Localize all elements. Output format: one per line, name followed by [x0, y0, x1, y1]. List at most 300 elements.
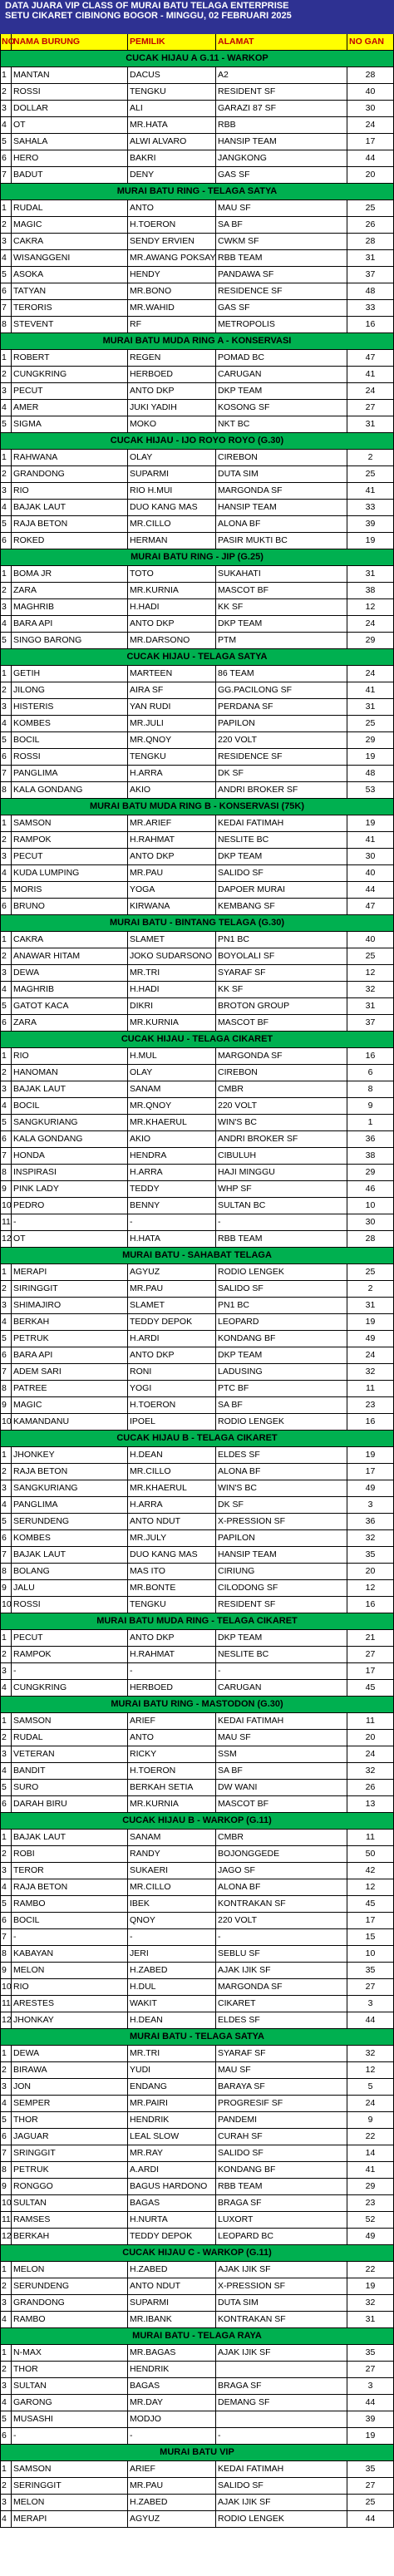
owner-cell: SUPARMI: [128, 466, 216, 483]
table-row: [0, 1746, 394, 1763]
hanger-no-cell: 44: [347, 882, 394, 899]
bird-name-cell: RAMPOK: [12, 832, 128, 849]
bird-name-cell: BOCIL: [12, 1098, 128, 1115]
owner-cell: MAS ITO: [128, 1564, 216, 1580]
hanger-no-cell: 17: [347, 1464, 394, 1480]
owner-cell: ANTO: [128, 1730, 216, 1746]
bird-name-cell: MERAPI: [12, 2511, 128, 2528]
hanger-no-cell: 28: [347, 67, 394, 84]
table-row: [0, 1863, 394, 1879]
hanger-no-cell: 30: [347, 849, 394, 865]
table-row: [0, 2511, 394, 2528]
bird-name-cell: SERINGGIT: [12, 2478, 128, 2495]
rank-cell: 3: [0, 1863, 12, 1879]
bird-name-cell: TATYAN: [12, 283, 128, 300]
table-row: [0, 899, 394, 915]
address-cell: SYARAF SF: [216, 2046, 347, 2062]
hanger-no-cell: 35: [347, 2345, 394, 2362]
owner-cell: H.RAHMAT: [128, 832, 216, 849]
address-cell: SULTAN BC: [216, 1198, 347, 1214]
owner-cell: ARIEF: [128, 2461, 216, 2478]
hanger-no-cell: 12: [347, 2062, 394, 2079]
hanger-no-cell: 19: [347, 1314, 394, 1331]
table-row: [0, 217, 394, 234]
document-header: [0, 0, 394, 34]
rank-cell: 12: [0, 2229, 12, 2245]
bird-name-cell: KALA GONDANG: [12, 1131, 128, 1148]
hanger-no-cell: 52: [347, 2212, 394, 2229]
address-cell: DW WANI: [216, 1780, 347, 1796]
hanger-no-cell: 22: [347, 2129, 394, 2145]
address-cell: PTM: [216, 633, 347, 649]
address-cell: CARUGAN: [216, 367, 347, 383]
owner-cell: MARTEEN: [128, 666, 216, 682]
address-cell: MARGONDA SF: [216, 1048, 347, 1065]
address-cell: MASCOT BF: [216, 1015, 347, 1032]
rank-cell: 8: [0, 782, 12, 799]
address-cell: MAU SF: [216, 200, 347, 217]
bird-name-cell: SAHALA: [12, 134, 128, 150]
bird-name-cell: CAKRA: [12, 932, 128, 948]
hanger-no-cell: 25: [347, 716, 394, 732]
owner-cell: TENGKU: [128, 84, 216, 101]
rank-cell: 3: [0, 1298, 12, 1314]
address-cell: AJAK IJIK SF: [216, 2262, 347, 2278]
rank-cell: 2: [0, 948, 12, 965]
hanger-no-cell: 17: [347, 134, 394, 150]
hanger-no-cell: 16: [347, 1597, 394, 1613]
hanger-no-cell: 32: [347, 1364, 394, 1381]
bird-name-cell: RAJA BETON: [12, 1879, 128, 1896]
bird-name-cell: SANGKURIANG: [12, 1115, 128, 1131]
address-cell: ALONA BF: [216, 1464, 347, 1480]
owner-cell: H.DEAN: [128, 2012, 216, 2029]
rank-cell: 5: [0, 1780, 12, 1796]
address-cell: DUTA SIM: [216, 2295, 347, 2312]
bird-name-cell: MERAPI: [12, 1264, 128, 1281]
hanger-no-cell: 30: [347, 101, 394, 117]
address-cell: MASCOT BF: [216, 583, 347, 599]
rank-cell: 6: [0, 1015, 12, 1032]
rank-cell: 10: [0, 1198, 12, 1214]
table-row: [0, 250, 394, 267]
address-cell: X-PRESSION SF: [216, 1514, 347, 1530]
rank-cell: 4: [0, 865, 12, 882]
rank-cell: 4: [0, 2511, 12, 2528]
owner-cell: MR.QNOY: [128, 732, 216, 749]
rank-cell: 3: [0, 849, 12, 865]
table-row: [0, 1480, 394, 1497]
bird-name-cell: ADEM SARI: [12, 1364, 128, 1381]
bird-name-cell: BRUNO: [12, 899, 128, 915]
hanger-no-cell: 24: [347, 1347, 394, 1364]
hanger-no-cell: 41: [347, 367, 394, 383]
hanger-no-cell: 12: [347, 599, 394, 616]
table-row: [0, 67, 394, 84]
address-cell: BOYOLALI SF: [216, 948, 347, 965]
address-cell: CIBULUH: [216, 1148, 347, 1165]
owner-cell: H.NURTA: [128, 2212, 216, 2229]
rank-cell: 8: [0, 1946, 12, 1963]
rank-cell: 9: [0, 1580, 12, 1597]
rank-cell: 8: [0, 1564, 12, 1580]
address-cell: DKP TEAM: [216, 849, 347, 865]
bird-name-cell: ROKED: [12, 533, 128, 549]
owner-cell: QNOY: [128, 1913, 216, 1929]
address-cell: RESIDENT SF: [216, 84, 347, 101]
hanger-no-cell: 36: [347, 1514, 394, 1530]
hanger-no-cell: 50: [347, 1846, 394, 1863]
address-cell: WIN'S BC: [216, 1115, 347, 1131]
table-row: [0, 682, 394, 699]
owner-cell: IBEK: [128, 1896, 216, 1913]
hanger-no-cell: 28: [347, 234, 394, 250]
address-cell: [216, 2362, 347, 2378]
bird-name-cell: PETRUK: [12, 1331, 128, 1347]
bird-name-cell: SIRINGGIT: [12, 1281, 128, 1298]
table-row: [0, 300, 394, 317]
owner-cell: LEAL SLOW: [128, 2129, 216, 2145]
hanger-no-cell: 25: [347, 466, 394, 483]
owner-cell: TOTO: [128, 566, 216, 583]
bird-name-cell: RAMBO: [12, 1896, 128, 1913]
table-row: [0, 234, 394, 250]
rank-cell: 1: [0, 2262, 12, 2278]
hanger-no-cell: 47: [347, 350, 394, 367]
owner-cell: DENY: [128, 167, 216, 184]
class-section-header: CUCAK HIJAU B - WARKOP (G.11): [0, 1813, 394, 1830]
rank-cell: 3: [0, 1746, 12, 1763]
rank-cell: 3: [0, 965, 12, 982]
owner-cell: H.HADI: [128, 599, 216, 616]
address-cell: PANDEMI: [216, 2112, 347, 2129]
address-cell: 86 TEAM: [216, 666, 347, 682]
table-row: [0, 101, 394, 117]
owner-cell: MOKO: [128, 416, 216, 433]
bird-name-cell: RAMPOK: [12, 1647, 128, 1663]
rank-cell: 4: [0, 716, 12, 732]
owner-cell: AGYUZ: [128, 1264, 216, 1281]
hanger-no-cell: 3: [347, 1497, 394, 1514]
rank-cell: 1: [0, 1264, 12, 1281]
hanger-no-cell: 44: [347, 150, 394, 167]
owner-cell: TENGKU: [128, 1597, 216, 1613]
owner-cell: MR.HATA: [128, 117, 216, 134]
bird-name-cell: RAJA BETON: [12, 1464, 128, 1480]
address-cell: DKP TEAM: [216, 616, 347, 633]
rank-cell: 4: [0, 616, 12, 633]
rank-cell: 12: [0, 2012, 12, 2029]
owner-cell: HENDRA: [128, 1148, 216, 1165]
owner-cell: BAGUS HARDONO: [128, 2179, 216, 2195]
table-row: [0, 2495, 394, 2511]
address-cell: GAS SF: [216, 300, 347, 317]
table-row: [0, 1148, 394, 1165]
owner-cell: RONI: [128, 1364, 216, 1381]
bird-name-cell: JON: [12, 2079, 128, 2096]
address-cell: WHP SF: [216, 1181, 347, 1198]
hanger-no-cell: 19: [347, 533, 394, 549]
rank-cell: 5: [0, 1115, 12, 1131]
table-row: [0, 1397, 394, 1414]
table-row: [0, 1763, 394, 1780]
rank-cell: 1: [0, 1447, 12, 1464]
hanger-no-cell: 49: [347, 1480, 394, 1497]
owner-cell: AIRA SF: [128, 682, 216, 699]
address-cell: PANDAWA SF: [216, 267, 347, 283]
address-cell: RODIO LENGEK: [216, 1264, 347, 1281]
hanger-no-cell: 44: [347, 2511, 394, 2528]
owner-cell: ALWI ALVARO: [128, 134, 216, 150]
owner-cell: -: [128, 1663, 216, 1680]
owner-cell: H.TOERON: [128, 1397, 216, 1414]
table-row: [0, 2229, 394, 2245]
rank-cell: 3: [0, 599, 12, 616]
table-row: [0, 1896, 394, 1913]
hanger-no-cell: 27: [347, 2478, 394, 2495]
rank-cell: 2: [0, 583, 12, 599]
address-cell: MASCOT BF: [216, 1796, 347, 1813]
hanger-no-cell: 12: [347, 1580, 394, 1597]
owner-cell: YAN RUDI: [128, 699, 216, 716]
rank-cell: 3: [0, 383, 12, 400]
rank-cell: 3: [0, 101, 12, 117]
hanger-no-cell: 47: [347, 899, 394, 915]
owner-cell: H.ARRA: [128, 1165, 216, 1181]
table-row: [0, 633, 394, 649]
table-row: [0, 2295, 394, 2312]
owner-cell: H.HADI: [128, 982, 216, 998]
bird-name-cell: OT: [12, 117, 128, 134]
table-row: [0, 483, 394, 500]
table-row: [0, 450, 394, 466]
hanger-no-cell: 27: [347, 1979, 394, 1996]
hanger-no-cell: 39: [347, 516, 394, 533]
hanger-no-cell: 20: [347, 167, 394, 184]
hanger-no-cell: 16: [347, 317, 394, 333]
column-header-row: [0, 34, 394, 51]
rank-cell: 5: [0, 134, 12, 150]
bird-name-cell: RAMSES: [12, 2212, 128, 2229]
results-table-body: [0, 51, 394, 2528]
address-cell: SEBLU SF: [216, 1946, 347, 1963]
table-row: [0, 782, 394, 799]
address-cell: ELDES SF: [216, 1447, 347, 1464]
owner-cell: SENDY ERVIEN: [128, 234, 216, 250]
address-cell: BROTON GROUP: [216, 998, 347, 1015]
hanger-no-cell: 31: [347, 998, 394, 1015]
hanger-no-cell: 5: [347, 2079, 394, 2096]
rank-cell: 1: [0, 932, 12, 948]
bird-name-cell: GATOT KACA: [12, 998, 128, 1015]
hanger-no-cell: 24: [347, 2096, 394, 2112]
owner-cell: H.MUL: [128, 1048, 216, 1065]
hanger-no-cell: 29: [347, 1165, 394, 1181]
hanger-no-cell: 21: [347, 1630, 394, 1647]
rank-cell: 1: [0, 1048, 12, 1065]
owner-cell: SLAMET: [128, 932, 216, 948]
owner-cell: ANTO DKP: [128, 1630, 216, 1647]
hanger-no-cell: 19: [347, 815, 394, 832]
bird-name-cell: BOLANG: [12, 1564, 128, 1580]
address-cell: RESIDENCE SF: [216, 283, 347, 300]
bird-name-cell: BANDIT: [12, 1763, 128, 1780]
address-cell: SA BF: [216, 1397, 347, 1414]
table-row: [0, 167, 394, 184]
rank-cell: 8: [0, 2162, 12, 2179]
owner-cell: TEDDY DEPOK: [128, 1314, 216, 1331]
owner-cell: RANDY: [128, 1846, 216, 1863]
rank-cell: 1: [0, 1630, 12, 1647]
address-cell: KEDAI FATIMAH: [216, 1713, 347, 1730]
owner-cell: SANAM: [128, 1081, 216, 1098]
rank-cell: 6: [0, 899, 12, 915]
table-row: [0, 1830, 394, 1846]
address-cell: KONTRAKAN SF: [216, 1896, 347, 1913]
owner-cell: TEDDY DEPOK: [128, 2229, 216, 2245]
rank-cell: 4: [0, 1680, 12, 1697]
owner-cell: MR.ARIEF: [128, 815, 216, 832]
rank-cell: 6: [0, 1131, 12, 1148]
hanger-no-cell: 41: [347, 2162, 394, 2179]
table-row: [0, 1780, 394, 1796]
rank-cell: 4: [0, 2395, 12, 2411]
owner-cell: -: [128, 1214, 216, 1231]
table-row: [0, 749, 394, 766]
hanger-no-cell: 24: [347, 383, 394, 400]
owner-cell: BERKAH SETIA: [128, 1780, 216, 1796]
address-cell: ALONA BF: [216, 1879, 347, 1896]
table-row: [0, 882, 394, 899]
address-cell: ANDRI BROKER SF: [216, 1131, 347, 1148]
bird-name-cell: RUDAL: [12, 1730, 128, 1746]
address-cell: CMBR: [216, 1830, 347, 1846]
bird-name-cell: HONDA: [12, 1148, 128, 1165]
owner-cell: MR.RAY: [128, 2145, 216, 2162]
rank-cell: 4: [0, 1879, 12, 1896]
class-section-header: CUCAK HIJAU - TELAGA SATYA: [0, 649, 394, 666]
class-section-header: MURAI BATU MUDA RING - TELAGA CIKARET: [0, 1613, 394, 1630]
bird-name-cell: BARA API: [12, 1347, 128, 1364]
table-row: [0, 1081, 394, 1098]
hanger-no-cell: 32: [347, 1530, 394, 1547]
bird-name-cell: DARAH BIRU: [12, 1796, 128, 1813]
address-cell: CIREBON: [216, 450, 347, 466]
address-cell: DKP TEAM: [216, 1347, 347, 1364]
hanger-no-cell: 27: [347, 2362, 394, 2378]
hanger-no-cell: 24: [347, 117, 394, 134]
rank-cell: 9: [0, 2179, 12, 2195]
owner-cell: MR.JULY: [128, 1530, 216, 1547]
hanger-no-cell: 49: [347, 2229, 394, 2245]
bird-name-cell: THOR: [12, 2362, 128, 2378]
rank-cell: 3: [0, 2079, 12, 2096]
owner-cell: MR.AWANG POKSAY: [128, 250, 216, 267]
bird-name-cell: RAHWANA: [12, 450, 128, 466]
owner-cell: DACUS: [128, 67, 216, 84]
address-cell: RBB TEAM: [216, 1231, 347, 1248]
rank-cell: 5: [0, 1514, 12, 1530]
rank-cell: 1: [0, 1830, 12, 1846]
table-row: [0, 84, 394, 101]
address-cell: LUXORT: [216, 2212, 347, 2229]
address-cell: DEMANG SF: [216, 2395, 347, 2411]
owner-cell: RICKY: [128, 1746, 216, 1763]
bird-name-cell: MANTAN: [12, 67, 128, 84]
owner-cell: MR.BONTE: [128, 1580, 216, 1597]
address-cell: SYARAF SF: [216, 965, 347, 982]
owner-cell: KIRWANA: [128, 899, 216, 915]
table-row: [0, 583, 394, 599]
bird-name-cell: SANGKURIANG: [12, 1480, 128, 1497]
address-cell: SALIDO SF: [216, 2145, 347, 2162]
hanger-no-cell: 27: [347, 1647, 394, 1663]
owner-cell: H.ARRA: [128, 766, 216, 782]
column-header-address: ALAMAT: [216, 34, 347, 51]
table-row: [0, 416, 394, 433]
rank-cell: 2: [0, 2062, 12, 2079]
owner-cell: YOGI: [128, 1381, 216, 1397]
table-row: [0, 1497, 394, 1514]
hanger-no-cell: 49: [347, 1331, 394, 1347]
owner-cell: IPOEL: [128, 1414, 216, 1431]
owner-cell: JOKO SUDARSONO: [128, 948, 216, 965]
bird-name-cell: -: [12, 1929, 128, 1946]
table-row: [0, 1264, 394, 1281]
class-section-header: CUCAK HIJAU - TELAGA CIKARET: [0, 1032, 394, 1048]
table-row: [0, 200, 394, 217]
bird-name-cell: PETRUK: [12, 2162, 128, 2179]
bird-name-cell: BIRAWA: [12, 2062, 128, 2079]
hanger-no-cell: 35: [347, 2461, 394, 2478]
rank-cell: 6: [0, 1347, 12, 1364]
bird-name-cell: SAMSON: [12, 815, 128, 832]
hanger-no-cell: 27: [347, 400, 394, 416]
hanger-no-cell: 40: [347, 84, 394, 101]
rank-cell: 2: [0, 1464, 12, 1480]
hanger-no-cell: 37: [347, 267, 394, 283]
address-cell: KK SF: [216, 599, 347, 616]
owner-cell: -: [128, 1929, 216, 1946]
bird-name-cell: THOR: [12, 2112, 128, 2129]
address-cell: SALIDO SF: [216, 865, 347, 882]
rank-cell: 11: [0, 2212, 12, 2229]
table-row: [0, 1846, 394, 1863]
rank-cell: 5: [0, 267, 12, 283]
table-row: [0, 1564, 394, 1580]
hanger-no-cell: 15: [347, 1929, 394, 1946]
bird-name-cell: BERKAH: [12, 1314, 128, 1331]
bird-name-cell: SULTAN: [12, 2378, 128, 2395]
table-row: [0, 1913, 394, 1929]
address-cell: RBB: [216, 117, 347, 134]
table-row: [0, 367, 394, 383]
address-cell: BARAYA SF: [216, 2079, 347, 2096]
address-cell: PN1 BC: [216, 932, 347, 948]
address-cell: NESLITE BC: [216, 832, 347, 849]
table-row: [0, 1298, 394, 1314]
owner-cell: HERBOED: [128, 367, 216, 383]
rank-cell: 2: [0, 1281, 12, 1298]
owner-cell: DIKRI: [128, 998, 216, 1015]
owner-cell: ANTO DKP: [128, 1347, 216, 1364]
bird-name-cell: HANOMAN: [12, 1065, 128, 1081]
table-row: [0, 2079, 394, 2096]
bird-name-cell: GRANDONG: [12, 466, 128, 483]
rank-cell: 6: [0, 1796, 12, 1813]
rank-cell: 7: [0, 1364, 12, 1381]
table-row: [0, 317, 394, 333]
